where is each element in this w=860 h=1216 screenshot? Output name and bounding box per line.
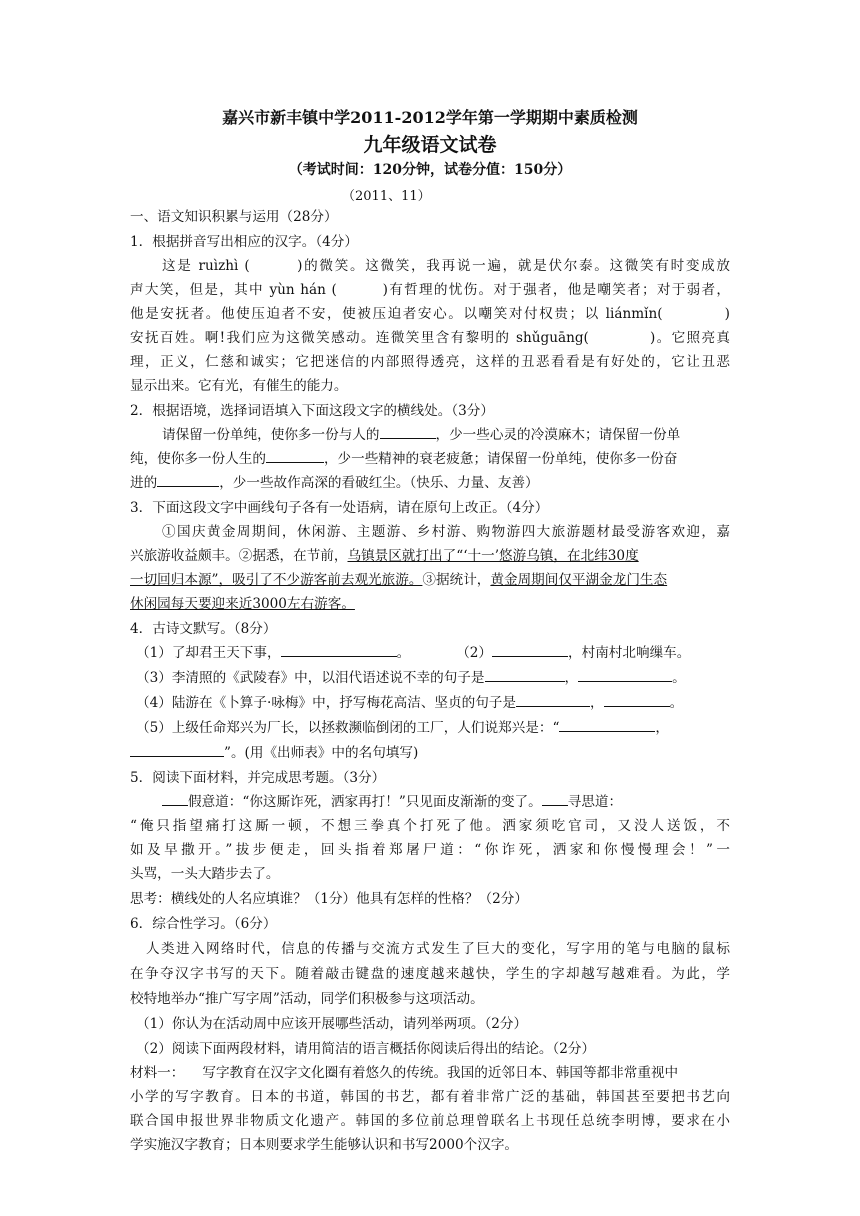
q3-underlined-sentence: 休闲园每天要迎来近3000左右游客。 (130, 596, 355, 612)
q4-text: （3）李清照的《武陵春》中，以泪代语述说不幸的句子是 (136, 670, 485, 686)
q5-text: 寻思道： (567, 794, 623, 810)
q4-text: （1）了却君王天下事， (136, 645, 281, 661)
q6-para-line: 校特地举办“推广写字周”活动，同学们积极参与这项活动。 (130, 991, 484, 1007)
q4-text: 。 (396, 645, 411, 661)
q5-name-blank[interactable] (162, 792, 188, 806)
exam-subtitle: 九年级语文试卷 (363, 134, 497, 156)
q5-para-line: “俺只指望痛打这厮一顿，不想三拳真个打死了他。洒家须吃官司，又没人送饭，不 (130, 818, 730, 834)
q4-answer-blank[interactable] (516, 693, 590, 707)
section-heading: 一、语文知识积累与运用（28分） (130, 209, 338, 225)
q5-para-line (162, 792, 730, 812)
q1-para-line: 显示出来。它有光，有催生的能力。 (130, 378, 348, 394)
q4-text: ”。(用《出师表》中的名句填写) (224, 745, 419, 761)
q3-text: 兴旅游收益颇丰。②据悉，在节前， (130, 548, 348, 564)
q2-text: ，少一些精神的衰老疲惫；请保留一份单纯，使你多一份奋 (323, 451, 678, 467)
q3-para-line (130, 594, 730, 614)
q1-stem: 1．根据拼音写出相应的汉字。（4分） (130, 234, 358, 250)
q2-text: 请保留一份单纯，使你多一份与人的 (162, 427, 380, 443)
q2-answer-blank[interactable] (157, 473, 219, 487)
q4-answer-blank[interactable] (492, 643, 568, 657)
exam-title: 嘉兴市新丰镇中学2011-2012学年第一学期期中素质检测 (222, 108, 638, 127)
q2-para-line (162, 425, 730, 445)
q1-para-line: 安抚百姓。啊!我们应为这微笑感动。连微笑里含有黎明的 shǔguāng( )。它照亮真 (130, 330, 730, 346)
q5-text: 假意道：“你这厮诈死，洒家再打！”只见面皮渐渐的变了。 (188, 794, 542, 810)
q1-para-line: 理，正义，仁慈和诚实；它把迷信的内部照得透亮，这样的丑恶看看是有好处的，它让丑恶 (130, 354, 730, 370)
q4-line (136, 693, 736, 713)
q6-material-line: 联合国申报世界非物质文化遗产。韩国的多位前总理曾联名上书现任总统李明博，要求在小 (130, 1113, 730, 1129)
q4-text: （5）上级任命郑兴为厂长，以拯救濒临倒闭的工厂，人们说郑兴是：“ (136, 720, 560, 736)
q4-answer-blank[interactable] (485, 668, 565, 682)
q3-para-line (130, 546, 730, 566)
q6-sub-question: （2）阅读下面两段材料，请用简洁的语言概括你阅读后得出的结论。（2分） (136, 1041, 596, 1057)
q4-text: 。 (672, 670, 686, 686)
q2-para-line (130, 449, 730, 469)
q4-line (136, 643, 736, 663)
q1-para-line: 声大笑，但是，其中 yùn hán ( )有哲理的忧伤。对于强者，他是嘲笑者；对于弱者， (130, 282, 730, 298)
q4-answer-blank[interactable] (559, 718, 655, 732)
q2-text: ，少一些故作高深的看破红尘。（快乐、力量、友善） (219, 475, 539, 491)
q6-sub-question: （1）你认为在活动周中应该开展哪些活动，请列举两项。（2分） (136, 1016, 528, 1032)
q3-underlined-sentence: 黄金周期间仅平湖金龙门生态 (490, 572, 668, 588)
exam-info: （考试时间：120分钟，试卷分值：150分） (288, 162, 572, 178)
q5-para-line: 头骂，一头大踏步去了。 (130, 866, 280, 882)
q6-stem: 6．综合性学习。（6分） (130, 916, 277, 932)
q4-text: （4）陆游在《卜算子·咏梅》中，抒写梅花高洁、坚贞的句子是 (136, 695, 516, 711)
q6-para-line: 在争夺汉字书写的天下。随着敲击键盘的速度越来越快，学生的字却越写越难看。为此，学 (130, 966, 730, 982)
material-label: 材料一： (130, 1065, 185, 1081)
q3-underlined-sentence: 乌镇景区就打出了“‘十一’悠游乌镇，在北纬30度 (347, 548, 639, 564)
q4-answer-blank[interactable] (578, 668, 672, 682)
q3-text: ③据统计， (422, 572, 491, 588)
q2-text: 纯，使你多一份人生的 (130, 451, 266, 467)
q1-para-line: 这是 ruìzhì ( )的微笑。这微笑，我再说一遍，就是伏尔泰。这微笑有时变成放 (162, 258, 730, 274)
q4-text: ， (655, 720, 670, 736)
q4-text: ， (564, 670, 579, 686)
q6-material-line: 小学的写字教育。日本的书道，韩国的书艺，都有着非常广泛的基础，韩国甚至要把书艺向 (130, 1089, 730, 1105)
q4-answer-blank[interactable] (130, 743, 224, 757)
q5-para-line: 如及早撒开。”拔步便走，回头指着郑屠尸道：“你诈死，洒家和你慢慢理会！”一 (130, 842, 730, 858)
q4-text: 。 (669, 695, 684, 711)
q4-stem: 4．古诗文默写。（8分） (130, 621, 277, 637)
material-text: 写字教育在汉字文化圈有着悠久的传统。我国的近邻日本、韩国等都非常重视中 (202, 1065, 679, 1081)
q6-para-line: 人类进入网络时代，信息的传播与交流方式发生了巨大的变化，写字用的笔与电脑的鼠标 (146, 941, 730, 957)
q6-material-line (130, 1063, 730, 1083)
q2-answer-blank[interactable] (380, 425, 436, 439)
q2-answer-blank[interactable] (266, 449, 324, 463)
q1-para-line: 他是安抚者。他使压迫者不安，使被压迫者安心。以嘲笑对付权贵；以 liánmǐn( ) (130, 306, 730, 322)
q6-material-line: 学实施汉字教育；日本则要求学生能够认识和书写2000个汉字。 (130, 1137, 519, 1153)
q4-text: ，村南村北响缫车。 (568, 645, 691, 661)
q4-answer-blank[interactable] (604, 693, 670, 707)
q4-answer-blank[interactable] (281, 643, 397, 657)
q4-line (136, 668, 736, 688)
q3-stem: 3．下面这段文字中画线句子各有一处语病，请在原句上改正。（4分） (130, 500, 549, 516)
q4-line (136, 718, 736, 738)
q2-para-line (130, 473, 730, 493)
q5-stem: 5．阅读下面材料，并完成思考题。（3分） (130, 770, 386, 786)
exam-date: （2011、11） (342, 189, 431, 204)
q2-text: 进的 (130, 475, 158, 491)
q2-stem: 2．根据语境，选择词语填入下面这段文字的横线处。（3分） (130, 403, 494, 419)
q4-text: ， (590, 695, 604, 711)
q3-para-line: ①国庆黄金周期间，休闲游、主题游、乡村游、购物游四大旅游题材最受游客欢迎，嘉 (162, 524, 730, 540)
q5-think-prompt: 思考：横线处的人名应填谁？（1分）他具有怎样的性格？（2分） (130, 891, 528, 907)
q4-text: （2） (456, 645, 493, 661)
q3-para-line (130, 570, 730, 590)
q5-name-blank[interactable] (542, 792, 568, 806)
q3-underlined-sentence: 一切回归本源”，吸引了不少游客前去观光旅游。 (130, 572, 423, 588)
q4-line (130, 743, 730, 763)
q2-text: ，少一些心灵的冷漠麻木；请保留一份单 (435, 427, 681, 443)
